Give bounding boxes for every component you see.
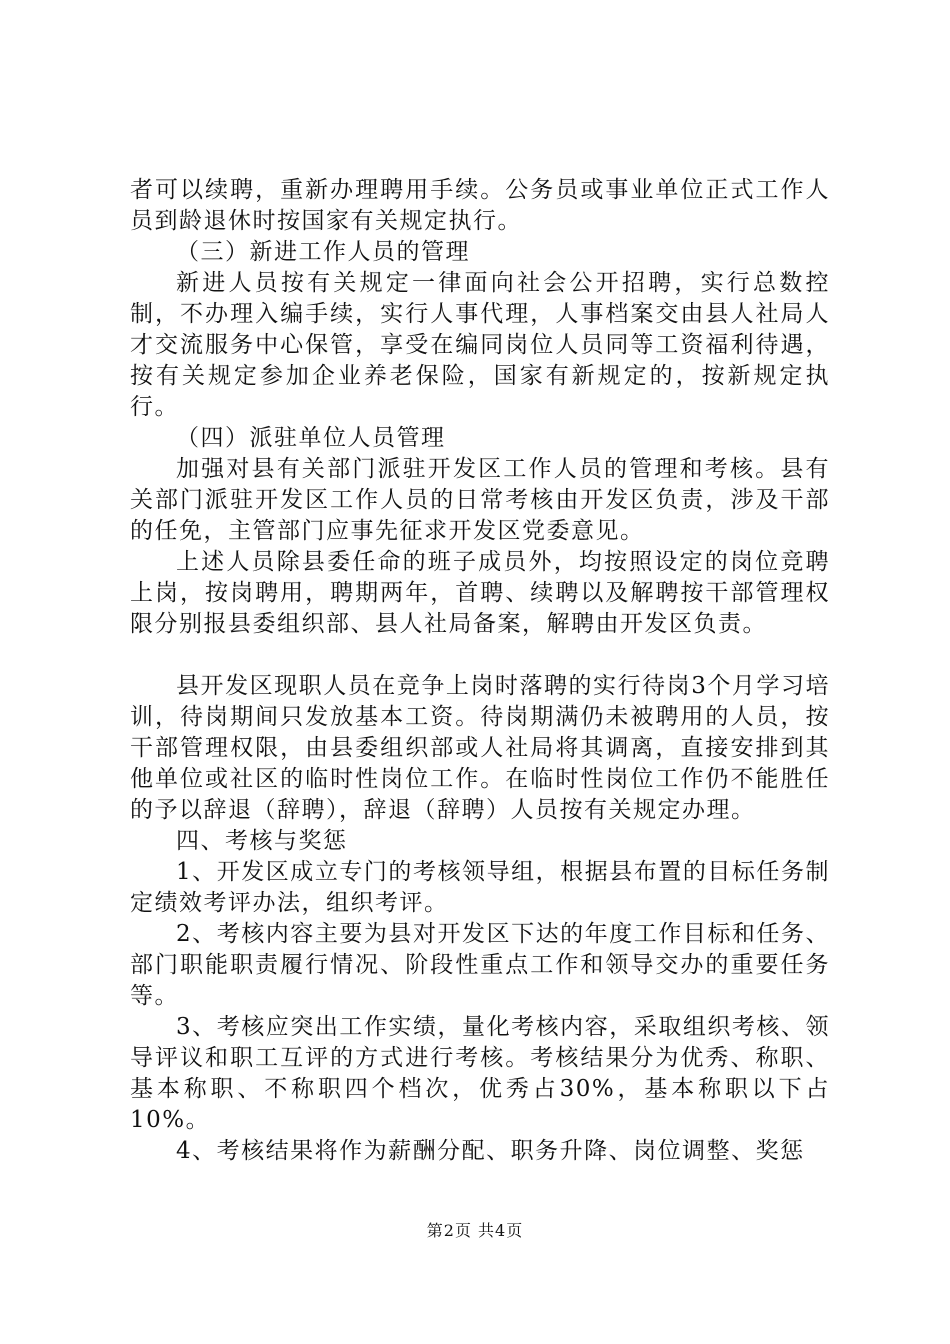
paragraph-continuation: 者可以续聘，重新办理聘用手续。公务员或事业单位正式工作人员到龄退休时按国家有关规定执行。 [130, 177, 830, 234]
document-body [130, 175, 830, 1167]
paragraph-new-staff: 新进人员按有关规定一律面向社会公开招聘，实行总数控制，不办理入编手续，实行人事代理，人事档案交由县人社局人才交流服务中心保管，享受在编同岗位人员同等工资福利待遇，按有关规定参加企业养老保险，国家有新规定的，按新规定执行。 [130, 270, 830, 420]
paragraph-unemployed-staff: 县开发区现职人员在竞争上岗时落聘的实行待岗3个月学习培训，待岗期间只发放基本工资。待岗期满仍未被聘用的人员，按干部管理权限，由县委组织部或人社局将其调离，直接安排到其他单位或社区的临时性岗位工作。在临时性岗位工作仍不能胜任的予以辞退（辞聘），辞退（辞聘）人员按有关规定办理。 [130, 673, 830, 823]
section-heading-new-staff: （三）新进工作人员的管理 [176, 239, 470, 265]
list-item-4: 4、考核结果将作为薪酬分配、职务升降、岗位调整、奖惩 [176, 1138, 805, 1164]
section-heading-dispatched-staff: （四）派驻单位人员管理 [176, 425, 446, 451]
list-item-1: 1、开发区成立专门的考核领导组，根据县布置的目标任务制定绩效考评办法，组织考评。 [130, 859, 830, 916]
page-footer: 第2页 共4页 [426, 1221, 524, 1240]
paragraph-appointment: 上述人员除县委任命的班子成员外，均按照设定的岗位竞聘上岗，按岗聘用，聘期两年，首聘、续聘以及解聘按干部管理权限分别报县委组织部、县人社局备案，解聘由开发区负责。 [130, 549, 830, 637]
list-item-3: 3、考核应突出工作实绩，量化考核内容，采取组织考核、领导评议和职工互评的方式进行考核。考核结果分为优秀、称职、基本称职、不称职四个档次，优秀占30%，基本称职以下占10%。 [130, 1014, 830, 1133]
section-heading-assessment: 四、考核与奖惩 [176, 828, 348, 854]
list-item-2: 2、考核内容主要为县对开发区下达的年度工作目标和任务、部门职能职责履行情况、阶段性重点工作和领导交办的重要任务等。 [130, 921, 830, 1009]
paragraph-dispatched-staff: 加强对县有关部门派驻开发区工作人员的管理和考核。县有关部门派驻开发区工作人员的日常考核由开发区负责，涉及干部的任免，主管部门应事先征求开发区党委意见。 [130, 456, 830, 544]
